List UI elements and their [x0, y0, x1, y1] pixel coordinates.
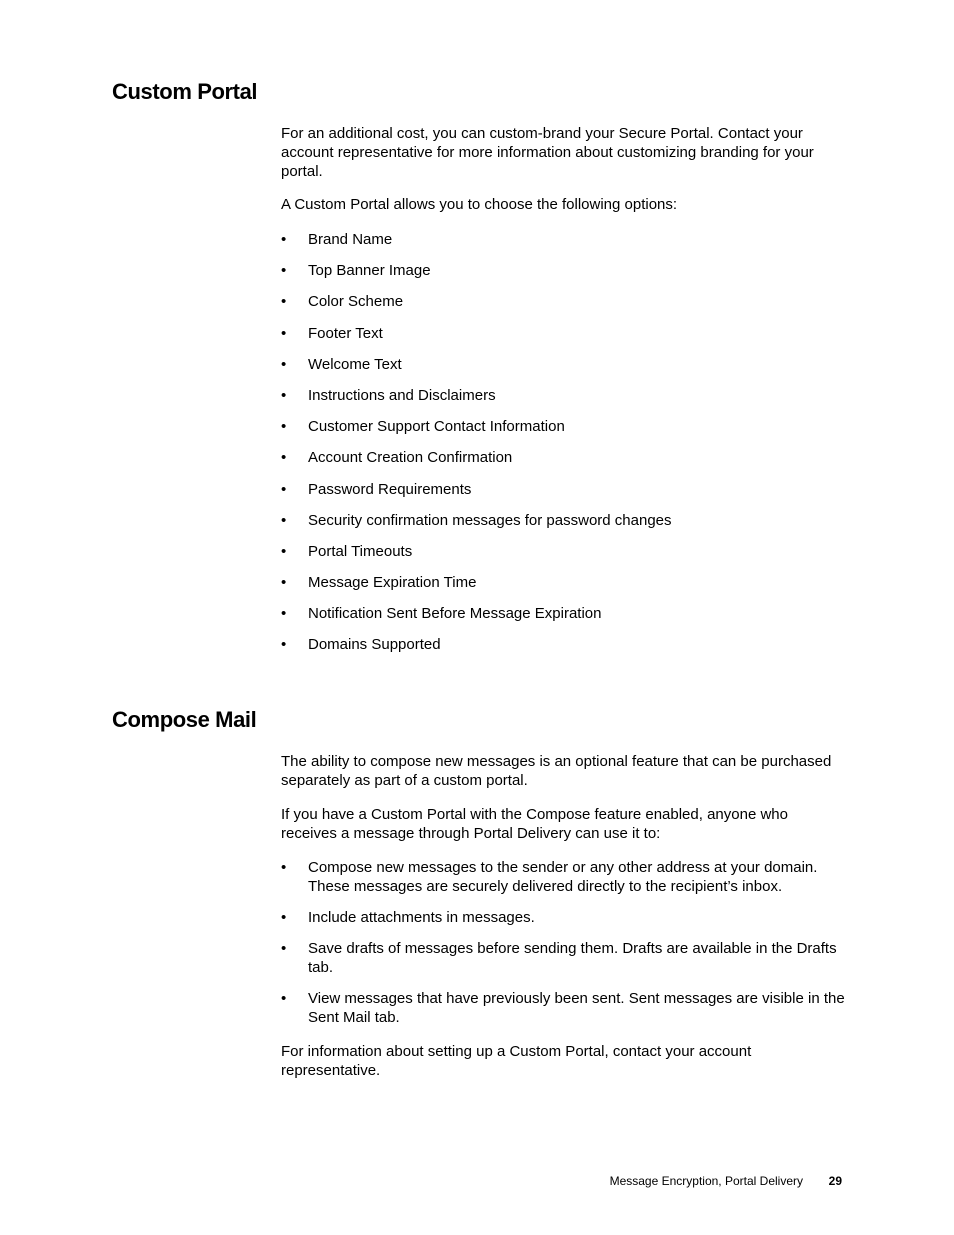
- footer-document-title: Message Encryption, Portal Delivery: [609, 1174, 803, 1188]
- list-item-text: Notification Sent Before Message Expiration: [308, 605, 602, 623]
- list-item-text: Top Banner Image: [308, 262, 431, 280]
- bullet-icon: •: [281, 355, 287, 373]
- list-item-text: Message Expiration Time: [308, 574, 477, 592]
- list-item-text: Security confirmation messages for password changes: [308, 511, 672, 529]
- footer-page-number: 29: [828, 1174, 842, 1188]
- list-item-text: Domains Supported: [308, 636, 441, 654]
- list-item: [281, 635, 846, 666]
- list-item: [281, 542, 846, 573]
- compose-mail-uses-intro: If you have a Custom Portal with the Compose feature enabled, anyone who receives a message through Portal Delivery can use it to:: [281, 806, 788, 842]
- bullet-icon: •: [281, 859, 287, 876]
- list-item: [281, 230, 846, 261]
- bullet-icon: •: [281, 449, 287, 467]
- list-item-text: Brand Name: [308, 231, 393, 248]
- list-item: [281, 604, 846, 635]
- list-item: [281, 939, 846, 977]
- list-item-text: Footer Text: [308, 324, 383, 342]
- bullet-icon: •: [281, 386, 287, 404]
- list-item: [281, 417, 846, 448]
- list-item-text: Color Scheme: [308, 293, 404, 311]
- list-item: [281, 355, 846, 386]
- list-item: [281, 261, 846, 292]
- list-item-text: View messages that have previously been sent. Sent messages are visible in the Sent Mail tab.: [308, 990, 845, 1026]
- list-item-text: Save drafts of messages before sending them. Drafts are available in the Drafts tab.: [308, 940, 837, 976]
- custom-portal-options-list: [281, 230, 846, 667]
- bullet-icon: •: [281, 605, 287, 623]
- list-item: [281, 386, 846, 417]
- list-item: [281, 324, 846, 355]
- bullet-icon: •: [281, 940, 287, 957]
- list-item: [281, 292, 846, 323]
- bullet-icon: •: [281, 324, 287, 342]
- list-item-text: Instructions and Disclaimers: [308, 386, 496, 404]
- custom-portal-options-intro: A Custom Portal allows you to choose the following options:: [281, 196, 678, 213]
- list-item: [281, 448, 846, 479]
- compose-mail-intro: The ability to compose new messages is an optional feature that can be purchased separately as part of a custom portal.: [281, 753, 832, 789]
- bullet-icon: •: [281, 574, 287, 592]
- list-item-text: Password Requirements: [308, 480, 472, 498]
- bullet-icon: •: [281, 909, 287, 926]
- bullet-icon: •: [281, 542, 287, 560]
- list-item: [281, 480, 846, 511]
- bullet-icon: •: [281, 418, 287, 436]
- bullet-icon: •: [281, 990, 287, 1007]
- list-item: [281, 908, 846, 927]
- custom-portal-intro: For an additional cost, you can custom-brand your Secure Portal. Contact your account representative for more information about customizing branding for your portal.: [281, 125, 814, 180]
- list-item: [281, 511, 846, 542]
- bullet-icon: •: [281, 480, 287, 498]
- section-heading-compose-mail: Compose Mail: [112, 707, 257, 732]
- list-item: [281, 989, 846, 1027]
- section-heading-custom-portal: Custom Portal: [112, 79, 258, 104]
- list-item-text: Welcome Text: [308, 355, 402, 373]
- compose-mail-uses-list: [281, 858, 846, 1039]
- list-item-text: Account Creation Confirmation: [308, 449, 513, 467]
- bullet-icon: •: [281, 262, 287, 280]
- list-item: [281, 573, 846, 604]
- bullet-icon: •: [281, 511, 287, 529]
- bullet-icon: •: [281, 636, 287, 654]
- list-item: [281, 858, 846, 896]
- bullet-icon: •: [281, 231, 287, 248]
- compose-mail-closing: For information about setting up a Custom Portal, contact your account representative.: [281, 1043, 752, 1079]
- bullet-icon: •: [281, 293, 287, 311]
- list-item-text: Compose new messages to the sender or any other address at your domain. These messages are securely delivered directly to the recipient’s inbox.: [308, 859, 818, 895]
- list-item-text: Customer Support Contact Information: [308, 418, 565, 436]
- list-item-text: Include attachments in messages.: [308, 909, 535, 926]
- list-item-text: Portal Timeouts: [308, 542, 413, 560]
